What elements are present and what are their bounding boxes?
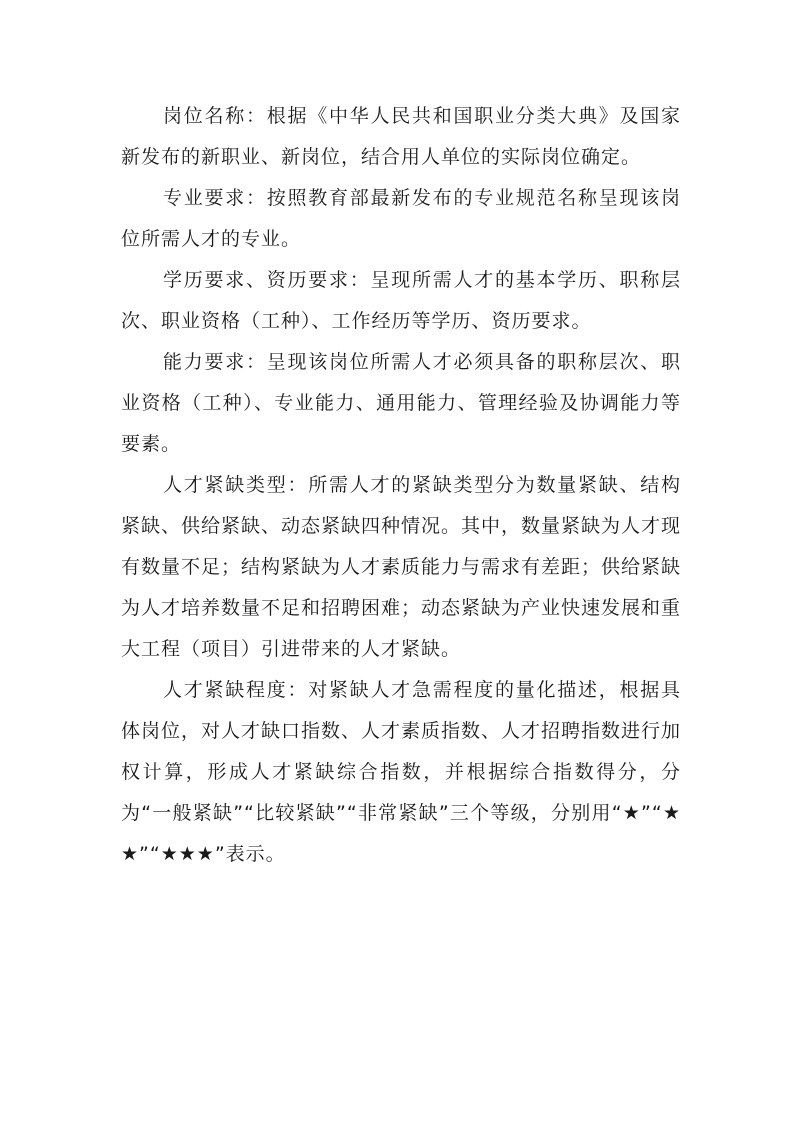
paragraph-ability-requirement: 能力要求：呈现该岗位所需人才必须具备的职称层次、职业资格（工种）、专业能力、通用能力、管理经验及协调能力等要素。 [121, 351, 681, 455]
paragraph-shortage-type: 人才紧缺类型：所需人才的紧缺类型分为数量紧缺、结构紧缺、供给紧缺、动态紧缺四种情况。其中，数量紧缺为人才现有数量不足；结构紧缺为人才素质能力与需求有差距；供给紧缺为人才培养数量不足和招聘困难；动态紧缺为产业快速发展和重大工程（项目）引进带来的人才紧缺。 [121, 474, 682, 660]
document-body [121, 96, 681, 875]
paragraph-shortage-degree: 人才紧缺程度：对紧缺人才急需程度的量化描述，根据具体岗位，对人才缺口指数、人才素质指数、人才招聘指数进行加权计算，形成人才紧缺综合指数，并根据综合指数得分，分为“一般紧缺”“比较紧缺”“非常紧缺”三个等级，分别用“★”“★★”“★★★”表示。 [121, 679, 682, 865]
paragraph-position-name: 岗位名称：根据《中华人民共和国职业分类大典》及国家新发布的新职业、新岗位，结合用人单位的实际岗位确定。 [121, 105, 681, 168]
paragraph-education-requirement: 学历要求、资历要求：呈现所需人才的基本学历、职称层次、职业资格（工种）、工作经历等学历、资历要求。 [121, 269, 681, 332]
paragraph-major-requirement: 专业要求：按照教育部最新发布的专业规范名称呈现该岗位所需人才的专业。 [121, 187, 681, 250]
